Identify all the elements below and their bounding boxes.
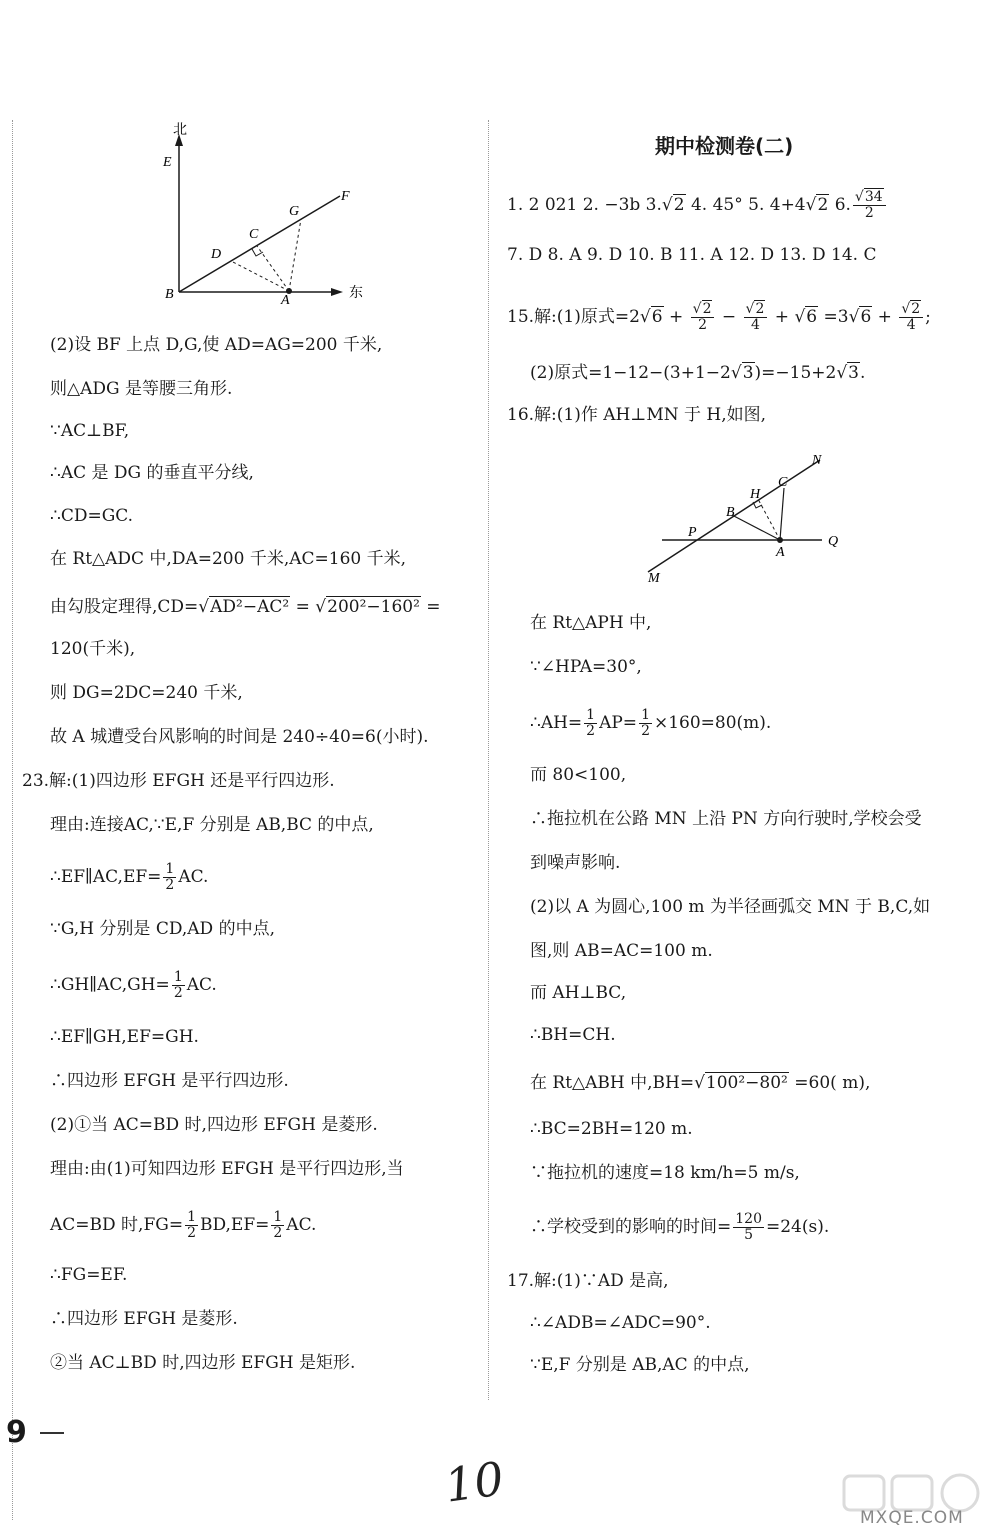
fraction-denominator: 2: [273, 1225, 283, 1241]
watermark-url: MXQE.COM: [860, 1508, 964, 1528]
figure-typhoon-diagram: [155, 120, 375, 305]
text-line: 1. 2 021 2. −3b 3.√2 4. 45° 5. 4+4√2 6. $\frac{√34}{2}$: [507, 190, 888, 221]
label-G: G: [289, 204, 300, 219]
text-line: 理由:由(1)可知四边形 EFGH 是平行四边形,当: [50, 1159, 404, 1179]
handwritten-number: 10: [441, 1451, 508, 1513]
text-line: ∵G,H 分别是 CD,AD 的中点,: [50, 919, 275, 939]
sqrt-expr: 200²−160²: [327, 597, 420, 617]
sqrt-expr: 2: [673, 195, 685, 215]
label-B: B: [165, 287, 174, 302]
text-line: ∴四边形 EFGH 是菱形.: [50, 1309, 238, 1329]
text-segment: +: [769, 307, 795, 327]
text-segment: ∴AH=: [530, 713, 583, 733]
fraction-numerator: 1: [187, 1209, 196, 1225]
text-line: 23.解:(1)四边形 EFGH 还是平行四边形.: [22, 771, 335, 791]
fraction-numerator: 1: [273, 1209, 283, 1225]
label-E: E: [163, 155, 172, 170]
sqrt-expr: 3: [742, 363, 754, 383]
text-line: 在 Rt△ADC 中,DA=200 千米,AC=160 千米,: [50, 549, 407, 569]
sqrt-expr: 2: [702, 301, 712, 317]
fraction-numerator: 1: [586, 707, 596, 723]
sqrt-expr: 6: [860, 307, 872, 327]
fraction-numerator: 1: [641, 707, 650, 723]
text-line: 在 Rt△APH 中,: [530, 613, 652, 633]
fraction-numerator: √2: [691, 302, 715, 318]
text-line: ∵∠HPA=30°,: [530, 657, 642, 677]
label-P: P: [688, 525, 697, 540]
text-line: 由勾股定理得,CD=√AD²−AC² = √200²−160² =: [50, 597, 441, 617]
fraction-denominator: 2: [698, 317, 708, 333]
text-line: [530, 1212, 829, 1243]
fraction: [172, 970, 185, 1001]
fraction: [899, 302, 923, 333]
label-north: 北: [173, 122, 187, 138]
text-line: ∴四边形 EFGH 是平行四边形.: [50, 1071, 289, 1091]
fraction: [163, 862, 176, 893]
text-segment: ∴GH∥AC,GH=: [50, 975, 170, 995]
fraction-denominator: 2: [864, 205, 874, 221]
fraction-denominator: 2: [187, 1225, 196, 1241]
text-line: ∴BC=2BH=120 m.: [530, 1119, 693, 1139]
text-segment: −: [716, 307, 742, 327]
fraction-denominator: 2: [586, 723, 596, 739]
text-line: ∴AC 是 DG 的垂直平分线,: [50, 463, 254, 483]
fraction-denominator: 4: [751, 317, 760, 333]
fraction: [185, 1210, 198, 1241]
text-line: (2)①当 AC=BD 时,四边形 EFGH 是菱形.: [50, 1115, 378, 1135]
section-title: 期中检测卷(二): [655, 134, 794, 158]
text-line: ∵拖拉机的速度=18 km/h=5 m/s,: [530, 1163, 800, 1183]
sqrt-expr: 2: [817, 195, 829, 215]
label-Q: Q: [828, 534, 839, 549]
text-segment: BD,EF=: [200, 1215, 270, 1235]
fraction-denominator: 4: [906, 317, 916, 333]
text-line: ∵E,F 分别是 AB,AC 的中点,: [530, 1355, 750, 1375]
text-segment: ;: [925, 307, 931, 327]
fraction: [691, 302, 715, 333]
text-segment: .: [860, 363, 866, 383]
fraction-numerator: √34: [853, 190, 886, 206]
text-segment: ∴EF∥AC,EF=: [50, 867, 162, 887]
label-N: N: [812, 453, 822, 468]
text-line: 16.解:(1)作 AH⊥MN 于 H,如图,: [507, 405, 767, 425]
text-line: ∴∠ADB=∠ADC=90°.: [530, 1313, 711, 1333]
sqrt-expr: 3: [848, 363, 859, 383]
text-segment: =3: [818, 307, 849, 327]
text-line: 则 DG=2DC=240 千米,: [50, 683, 243, 703]
sqrt-expr: 2: [911, 301, 921, 317]
text-line: ∴CD=GC.: [50, 506, 134, 526]
label-C: C: [249, 227, 259, 242]
text-segment: ×160=80(m).: [653, 713, 772, 733]
text-segment: AP=: [599, 713, 638, 733]
text-line: ∴EF∥GH,EF=GH.: [50, 1027, 199, 1047]
text-line: 到噪声影响.: [530, 853, 621, 873]
label-A: A: [776, 545, 785, 560]
text-segment: 1. 2 021 2. −3b 3.: [507, 195, 662, 215]
text-line: ∴拖拉机在公路 MN 上沿 PN 方向行驶时,学校会受: [530, 809, 922, 829]
text-segment: =60( m),: [788, 1073, 871, 1093]
text-line: 在 Rt△ABH 中,BH=√100²−80² =60( m),: [530, 1073, 871, 1093]
text-segment: +: [872, 307, 898, 327]
text-line: 图,则 AB=AC=100 m.: [530, 941, 713, 961]
text-segment: AC=BD 时,FG=: [50, 1215, 184, 1235]
text-line: 理由:连接AC,∵E,F 分别是 AB,BC 的中点,: [50, 815, 374, 835]
fraction-numerator: 120: [735, 1211, 762, 1227]
text-line: (2)以 A 为圆心,100 m 为半径画弧交 MN 于 B,C,如: [530, 897, 931, 917]
fraction-denominator: 2: [165, 877, 175, 893]
page-number-rule: [40, 1432, 64, 1434]
column-rule-left: [12, 120, 14, 1520]
figure-tractor-diagram: [640, 448, 860, 588]
label-C: C: [778, 475, 788, 490]
text-segment: 由勾股定理得,CD=: [50, 597, 199, 617]
column-rule-middle: [488, 120, 490, 1400]
sqrt-expr: 2: [755, 301, 765, 317]
text-line: 而 AH⊥BC,: [530, 983, 627, 1003]
sqrt-expr: AD²−AC²: [210, 597, 290, 617]
fraction-denominator: 5: [744, 1227, 754, 1243]
label-B: B: [726, 505, 735, 520]
label-D: D: [211, 247, 222, 262]
text-line: 7. D 8. A 9. D 10. B 11. A 12. D 13. D 14. C: [507, 245, 877, 265]
text-line: ∵AC⊥BF,: [50, 421, 130, 441]
fraction-denominator: 2: [173, 985, 183, 1001]
text-line: 而 80<100,: [530, 765, 627, 785]
fraction-numerator: √2: [744, 302, 768, 318]
fraction-denominator: 2: [641, 723, 650, 739]
fraction: [271, 1210, 284, 1241]
text-segment: 15.解:(1)原式=2: [507, 307, 640, 327]
text-line: [50, 862, 208, 893]
text-segment: =: [420, 597, 441, 617]
text-segment: AC.: [286, 1215, 317, 1235]
label-M: M: [648, 571, 660, 586]
text-segment: ∴学校受到的影响的时间=: [530, 1217, 732, 1237]
text-segment: 在 Rt△ABH 中,BH=: [530, 1073, 695, 1093]
sqrt-expr: 34: [864, 189, 883, 205]
text-segment: AC.: [178, 867, 209, 887]
fraction-numerator: √2: [899, 302, 923, 318]
text-line: [530, 708, 771, 739]
fraction: [853, 190, 886, 221]
text-line: (2)原式=1−12−(3+1−2√3)=−15+2√3.: [530, 363, 866, 383]
text-segment: )=−15+2: [754, 363, 837, 383]
text-segment: 6.: [829, 195, 851, 215]
text-line: [50, 970, 217, 1001]
text-segment: +: [663, 307, 689, 327]
text-line: 故 A 城遭受台风影响的时间是 240÷40=6(小时).: [50, 727, 429, 747]
label-A: A: [281, 293, 290, 305]
sqrt-expr: 6: [806, 307, 818, 327]
label-east: 东: [349, 285, 363, 301]
fraction: [584, 708, 597, 739]
text-line: 则△ADG 是等腰三角形.: [50, 379, 233, 399]
fraction: [639, 708, 652, 739]
text-segment: (2)原式=1−12−(3+1−2: [530, 363, 731, 383]
text-line: (2)设 BF 上点 D,G,使 AD=AG=200 千米,: [50, 335, 383, 355]
label-H: H: [750, 487, 761, 502]
text-line: [50, 1210, 316, 1241]
label-F: F: [341, 189, 350, 204]
text-segment: =: [290, 597, 316, 617]
text-line: ∴BH=CH.: [530, 1025, 616, 1045]
sqrt-expr: 100²−80²: [705, 1073, 788, 1093]
fraction-numerator: 1: [173, 969, 183, 985]
sqrt-expr: 6: [651, 307, 663, 327]
text-segment: AC.: [186, 975, 217, 995]
text-line: 120(千米),: [50, 639, 136, 659]
text-segment: =24(s).: [765, 1217, 830, 1237]
text-segment: 4. 45° 5. 4+4: [685, 195, 806, 215]
text-line: 17.解:(1)∵AD 是高,: [507, 1271, 669, 1291]
text-line: ②当 AC⊥BD 时,四边形 EFGH 是矩形.: [50, 1353, 356, 1373]
fraction: [733, 1212, 764, 1243]
fraction-numerator: 1: [165, 861, 175, 877]
page-number: 9: [6, 1415, 27, 1450]
text-line: 15.解:(1)原式=2√6 + $\frac{√2}{2}$ − $\frac{√2}{4}$ + √6 =3√6 + $\frac{√2}{4}$ ;: [507, 301, 931, 333]
text-line: ∴FG=EF.: [50, 1265, 128, 1285]
fraction: [744, 302, 768, 333]
